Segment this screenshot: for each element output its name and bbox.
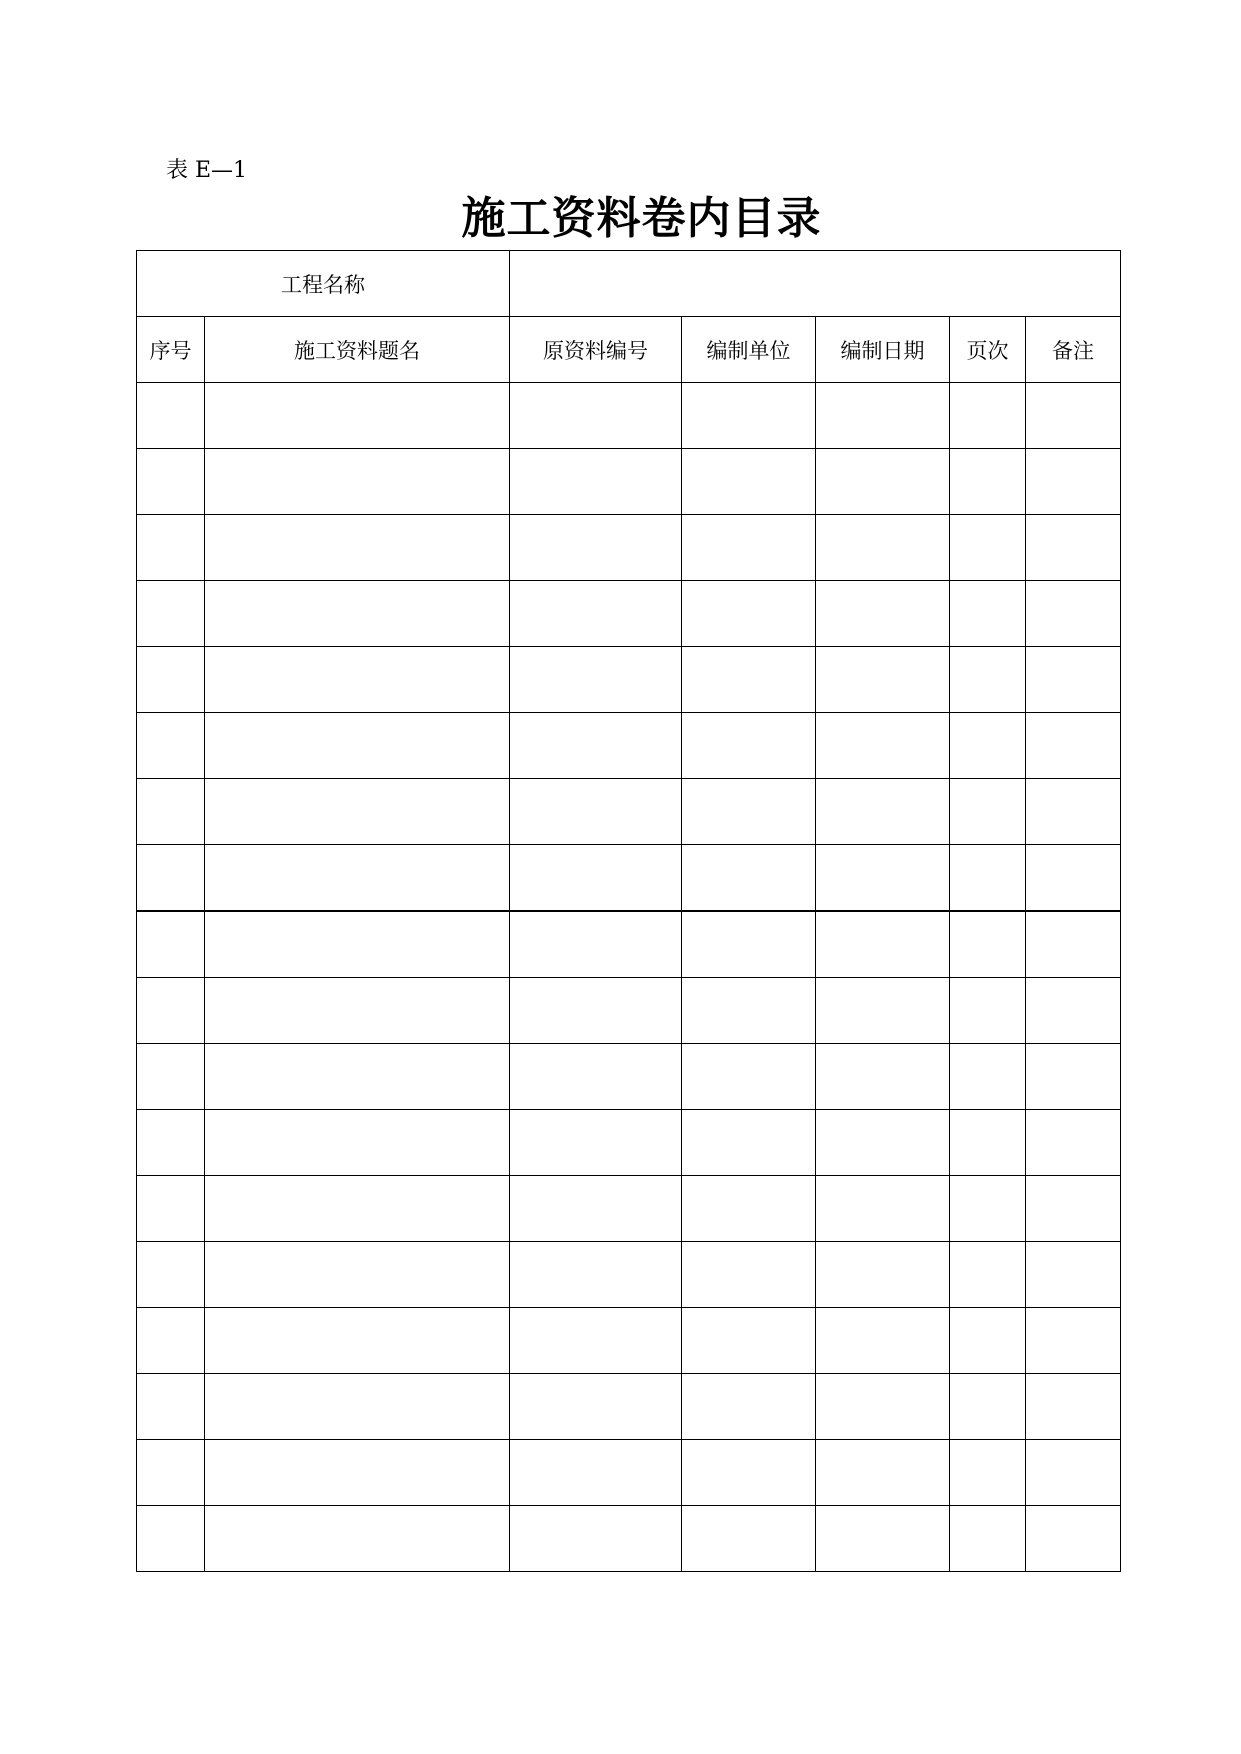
original-number-cell[interactable] — [510, 1242, 682, 1308]
date-cell[interactable] — [816, 1110, 950, 1176]
compiler-cell[interactable] — [682, 779, 816, 845]
table-row — [137, 581, 1121, 647]
serial-cell[interactable] — [137, 1110, 205, 1176]
original-number-cell[interactable] — [510, 581, 682, 647]
compiler-cell[interactable] — [682, 449, 816, 515]
pages-cell[interactable] — [950, 1176, 1026, 1242]
pages-cell[interactable] — [950, 978, 1026, 1044]
pages-cell[interactable] — [950, 647, 1026, 713]
title-cell[interactable] — [205, 515, 510, 581]
serial-cell[interactable] — [137, 581, 205, 647]
pages-cell[interactable] — [950, 1044, 1026, 1110]
original-number-cell[interactable] — [510, 647, 682, 713]
pages-cell[interactable] — [950, 1242, 1026, 1308]
original-number-cell[interactable] — [510, 1374, 682, 1440]
pages-cell[interactable] — [950, 845, 1026, 912]
table-row — [137, 779, 1121, 845]
title-cell[interactable] — [205, 383, 510, 449]
serial-cell[interactable] — [137, 1044, 205, 1110]
date-cell[interactable] — [816, 911, 950, 978]
title-cell[interactable] — [205, 845, 510, 912]
pages-cell[interactable] — [950, 449, 1026, 515]
remarks-cell[interactable] — [1026, 911, 1121, 978]
title-cell[interactable] — [205, 779, 510, 845]
date-cell[interactable] — [816, 1506, 950, 1572]
compiler-cell[interactable] — [682, 647, 816, 713]
original-number-cell[interactable] — [510, 1308, 682, 1374]
remarks-cell[interactable] — [1026, 1308, 1121, 1374]
table-row — [137, 449, 1121, 515]
title-cell[interactable] — [205, 1374, 510, 1440]
original-number-cell[interactable] — [510, 1176, 682, 1242]
title-cell[interactable] — [205, 1308, 510, 1374]
serial-cell[interactable] — [137, 647, 205, 713]
pages-cell[interactable] — [950, 1506, 1026, 1572]
remarks-cell[interactable] — [1026, 713, 1121, 779]
compiler-cell[interactable] — [682, 911, 816, 978]
serial-cell[interactable] — [137, 1506, 205, 1572]
remarks-cell[interactable] — [1026, 978, 1121, 1044]
original-number-cell[interactable] — [510, 713, 682, 779]
original-number-cell[interactable] — [510, 978, 682, 1044]
date-cell[interactable] — [816, 845, 950, 912]
serial-cell[interactable] — [137, 515, 205, 581]
date-cell[interactable] — [816, 779, 950, 845]
original-number-cell[interactable] — [510, 383, 682, 449]
form-number: 表 E—1 — [166, 158, 248, 183]
table-row — [137, 383, 1121, 449]
original-number-cell[interactable] — [510, 845, 682, 912]
compiler-cell[interactable] — [682, 1506, 816, 1572]
remarks-cell[interactable] — [1026, 449, 1121, 515]
column-header-compiler: 编制单位 — [682, 317, 816, 383]
original-number-cell[interactable] — [510, 1440, 682, 1506]
table-row — [137, 1308, 1121, 1374]
pages-cell[interactable] — [950, 515, 1026, 581]
column-header-remarks: 备注 — [1026, 317, 1121, 383]
date-cell[interactable] — [816, 1374, 950, 1440]
title-cell[interactable] — [205, 449, 510, 515]
table-row — [137, 713, 1121, 779]
table-row — [137, 1440, 1121, 1506]
column-header-date: 编制日期 — [816, 317, 950, 383]
remarks-cell[interactable] — [1026, 1506, 1121, 1572]
compiler-cell[interactable] — [682, 1374, 816, 1440]
pages-cell[interactable] — [950, 713, 1026, 779]
remarks-cell[interactable] — [1026, 1440, 1121, 1506]
table-row — [137, 1374, 1121, 1440]
date-cell[interactable] — [816, 647, 950, 713]
remarks-cell[interactable] — [1026, 647, 1121, 713]
date-cell[interactable] — [816, 1176, 950, 1242]
title-cell[interactable] — [205, 1440, 510, 1506]
original-number-cell[interactable] — [510, 779, 682, 845]
serial-cell[interactable] — [137, 1440, 205, 1506]
remarks-cell[interactable] — [1026, 1110, 1121, 1176]
title-cell[interactable] — [205, 1242, 510, 1308]
column-header-title: 施工资料题名 — [205, 317, 510, 383]
compiler-cell[interactable] — [682, 515, 816, 581]
compiler-cell[interactable] — [682, 383, 816, 449]
serial-cell[interactable] — [137, 713, 205, 779]
table-header-row — [137, 317, 1121, 383]
date-cell[interactable] — [816, 515, 950, 581]
project-name-label: 工程名称 — [137, 251, 510, 317]
date-cell[interactable] — [816, 713, 950, 779]
compiler-cell[interactable] — [682, 1242, 816, 1308]
original-number-cell[interactable] — [510, 1044, 682, 1110]
catalog-table — [136, 250, 1121, 1572]
pages-cell[interactable] — [950, 1374, 1026, 1440]
serial-cell[interactable] — [137, 449, 205, 515]
compiler-cell[interactable] — [682, 581, 816, 647]
table-row — [137, 1176, 1121, 1242]
table-row — [137, 911, 1121, 978]
pages-cell[interactable] — [950, 581, 1026, 647]
original-number-cell[interactable] — [510, 1110, 682, 1176]
serial-cell[interactable] — [137, 978, 205, 1044]
serial-cell[interactable] — [137, 1176, 205, 1242]
date-cell[interactable] — [816, 1308, 950, 1374]
table-row — [137, 1110, 1121, 1176]
serial-cell[interactable] — [137, 1242, 205, 1308]
table-row — [137, 978, 1121, 1044]
compiler-cell[interactable] — [682, 713, 816, 779]
original-number-cell[interactable] — [510, 515, 682, 581]
title-cell[interactable] — [205, 1176, 510, 1242]
table-row — [137, 515, 1121, 581]
compiler-cell[interactable] — [682, 1044, 816, 1110]
table-row — [137, 1242, 1121, 1308]
remarks-cell[interactable] — [1026, 1176, 1121, 1242]
serial-cell[interactable] — [137, 779, 205, 845]
remarks-cell[interactable] — [1026, 1044, 1121, 1110]
table-row — [137, 647, 1121, 713]
compiler-cell[interactable] — [682, 1110, 816, 1176]
compiler-cell[interactable] — [682, 978, 816, 1044]
pages-cell[interactable] — [950, 383, 1026, 449]
pages-cell[interactable] — [950, 1110, 1026, 1176]
title-cell[interactable] — [205, 713, 510, 779]
title-cell[interactable] — [205, 911, 510, 978]
table-row — [137, 1506, 1121, 1572]
remarks-cell[interactable] — [1026, 845, 1121, 912]
title-cell[interactable] — [205, 1044, 510, 1110]
date-cell[interactable] — [816, 1242, 950, 1308]
date-cell[interactable] — [816, 1044, 950, 1110]
date-cell[interactable] — [816, 581, 950, 647]
remarks-cell[interactable] — [1026, 1374, 1121, 1440]
date-cell[interactable] — [816, 449, 950, 515]
compiler-cell[interactable] — [682, 1440, 816, 1506]
table-row — [137, 845, 1121, 912]
remarks-cell[interactable] — [1026, 1242, 1121, 1308]
column-header-pages: 页次 — [950, 317, 1026, 383]
compiler-cell[interactable] — [682, 845, 816, 912]
serial-cell[interactable] — [137, 1308, 205, 1374]
title-cell[interactable] — [205, 1506, 510, 1572]
title-cell[interactable] — [205, 581, 510, 647]
document-title: 施工资料卷内目录 — [461, 193, 822, 244]
pages-cell[interactable] — [950, 1308, 1026, 1374]
column-header-serial: 序号 — [137, 317, 205, 383]
pages-cell[interactable] — [950, 779, 1026, 845]
title-cell[interactable] — [205, 978, 510, 1044]
remarks-cell[interactable] — [1026, 515, 1121, 581]
date-cell[interactable] — [816, 383, 950, 449]
original-number-cell[interactable] — [510, 449, 682, 515]
compiler-cell[interactable] — [682, 1308, 816, 1374]
remarks-cell[interactable] — [1026, 383, 1121, 449]
remarks-cell[interactable] — [1026, 581, 1121, 647]
pages-cell[interactable] — [950, 911, 1026, 978]
date-cell[interactable] — [816, 978, 950, 1044]
project-name-field[interactable] — [510, 251, 1121, 317]
table-row — [137, 1044, 1121, 1110]
pages-cell[interactable] — [950, 1440, 1026, 1506]
project-name-row — [137, 251, 1121, 317]
serial-cell[interactable] — [137, 845, 205, 912]
column-header-original-number: 原资料编号 — [510, 317, 682, 383]
date-cell[interactable] — [816, 1440, 950, 1506]
original-number-cell[interactable] — [510, 1506, 682, 1572]
compiler-cell[interactable] — [682, 1176, 816, 1242]
remarks-cell[interactable] — [1026, 779, 1121, 845]
serial-cell[interactable] — [137, 383, 205, 449]
serial-cell[interactable] — [137, 1374, 205, 1440]
serial-cell[interactable] — [137, 911, 205, 978]
title-cell[interactable] — [205, 647, 510, 713]
original-number-cell[interactable] — [510, 911, 682, 978]
title-cell[interactable] — [205, 1110, 510, 1176]
